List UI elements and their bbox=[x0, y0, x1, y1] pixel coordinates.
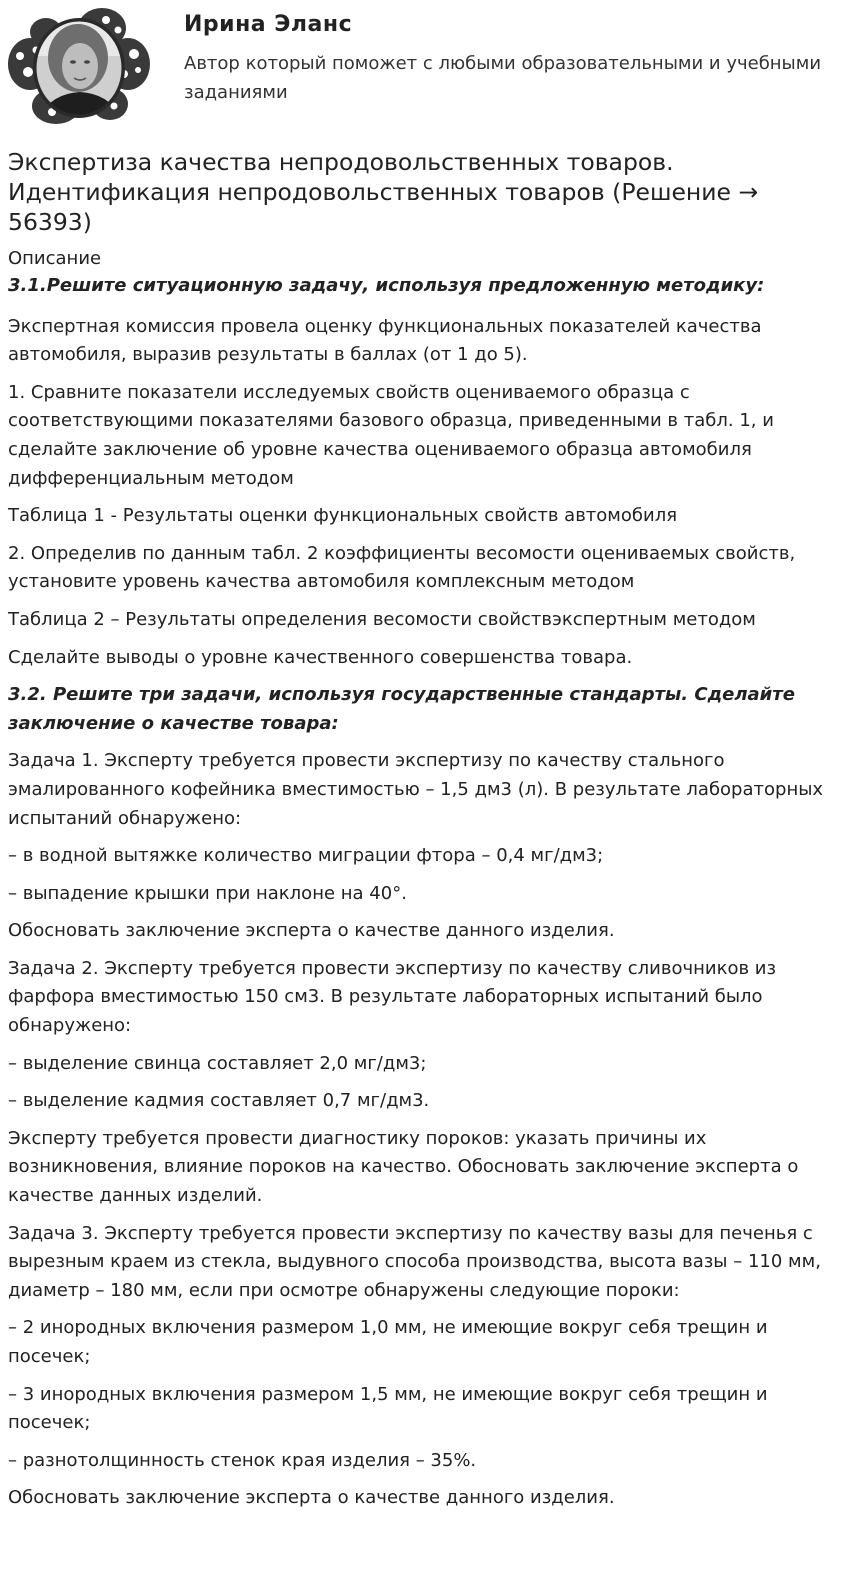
list-item: – выпадение крышки при наклоне на 40°. bbox=[8, 882, 407, 904]
author-header bbox=[0, 0, 847, 130]
list-item: – в водной вытяжке количество миграции фтора – 0,4 мг/дм3; bbox=[8, 845, 604, 867]
list-item: – выделение свинца составляет 2,0 мг/дм3; bbox=[8, 1052, 427, 1074]
table-caption: Таблица 2 – Результаты определения весомости свойствэкспертным методом bbox=[8, 608, 756, 630]
author-name[interactable]: Ирина Эланс bbox=[184, 12, 353, 37]
paragraph: Сделайте выводы о уровне качественного совершенства товара. bbox=[8, 646, 633, 668]
list-item: – разнотолщинность стенок края изделия – 35%. bbox=[8, 1449, 477, 1471]
author-avatar bbox=[6, 6, 152, 126]
list-item: – 3 инородных включения размером 1,5 мм, не имеющие вокруг себя трещин и посечек; bbox=[8, 1383, 768, 1434]
paragraph: Эксперту требуется провести диагностику пороков: указать причины их возникновения, влияние пороков на качество. Обосновать заключение эксперта о качестве данных изделий. bbox=[8, 1127, 799, 1207]
paragraph: Задача 2. Эксперту требуется провести экспертизу по качеству сливочников из фарфора вместимостью 150 см3. В результате лабораторных испытаний было обнаружено: bbox=[8, 957, 777, 1037]
list-item: – выделение кадмия составляет 0,7 мг/дм3. bbox=[8, 1090, 430, 1112]
task-section-heading: 3.1.Решите ситуационную задачу, используя предложенную методику: bbox=[8, 275, 765, 296]
paragraph: 1. Сравните показатели исследуемых свойств оцениваемого образца с соответствующими показателями базового образца, приведенными в табл. 1, и сделайте заключение об уровне качества оцениваемого образца автомобиля дифференциальным методом bbox=[8, 381, 774, 489]
document-body bbox=[8, 147, 842, 1522]
table-caption: Таблица 1 - Результаты оценки функциональных свойств автомобиля bbox=[8, 505, 678, 527]
paragraph: Задача 1. Эксперту требуется провести экспертизу по качеству стального эмалированного кофейника вместимостью – 1,5 дм3 (л). В результате лабораторных испытаний обнаружено: bbox=[8, 750, 824, 829]
paragraph: Обосновать заключение эксперта о качестве данного изделия. bbox=[8, 920, 615, 942]
paragraph: Задача 3. Эксперту требуется провести экспертизу по качеству вазы для печенья с вырезным краем из стекла, выдувного способа производства, высота вазы – 110 мм, диаметр – 180 мм, если при осмотре обнаружены следующие пороки: bbox=[8, 1222, 821, 1301]
paragraph: Обосновать заключение эксперта о качестве данного изделия. bbox=[8, 1487, 615, 1509]
paragraph: Экспертная комиссия провела оценку функциональных показателей качества автомобиля, выразив результаты в баллах (от 1 до 5). bbox=[8, 315, 762, 366]
paragraph: 2. Определив по данным табл. 2 коэффициенты весомости оцениваемых свойств, установите уровень качества автомобиля комплексным методом bbox=[8, 542, 796, 593]
task-section-heading: 3.2. Решите три задачи, используя государственные стандарты. Сделайте заключение о качестве товара: bbox=[8, 684, 795, 734]
page-title: Экспертиза качества непродовольственных товаров. Идентификация непродовольственных товаров (Решение → 56393) bbox=[8, 148, 759, 236]
list-item: – 2 инородных включения размером 1,0 мм, не имеющие вокруг себя трещин и посечек; bbox=[8, 1317, 768, 1367]
description-label: Описание bbox=[8, 248, 102, 269]
author-description: Автор который поможет с любыми образовательными и учебными заданиями bbox=[184, 53, 822, 103]
